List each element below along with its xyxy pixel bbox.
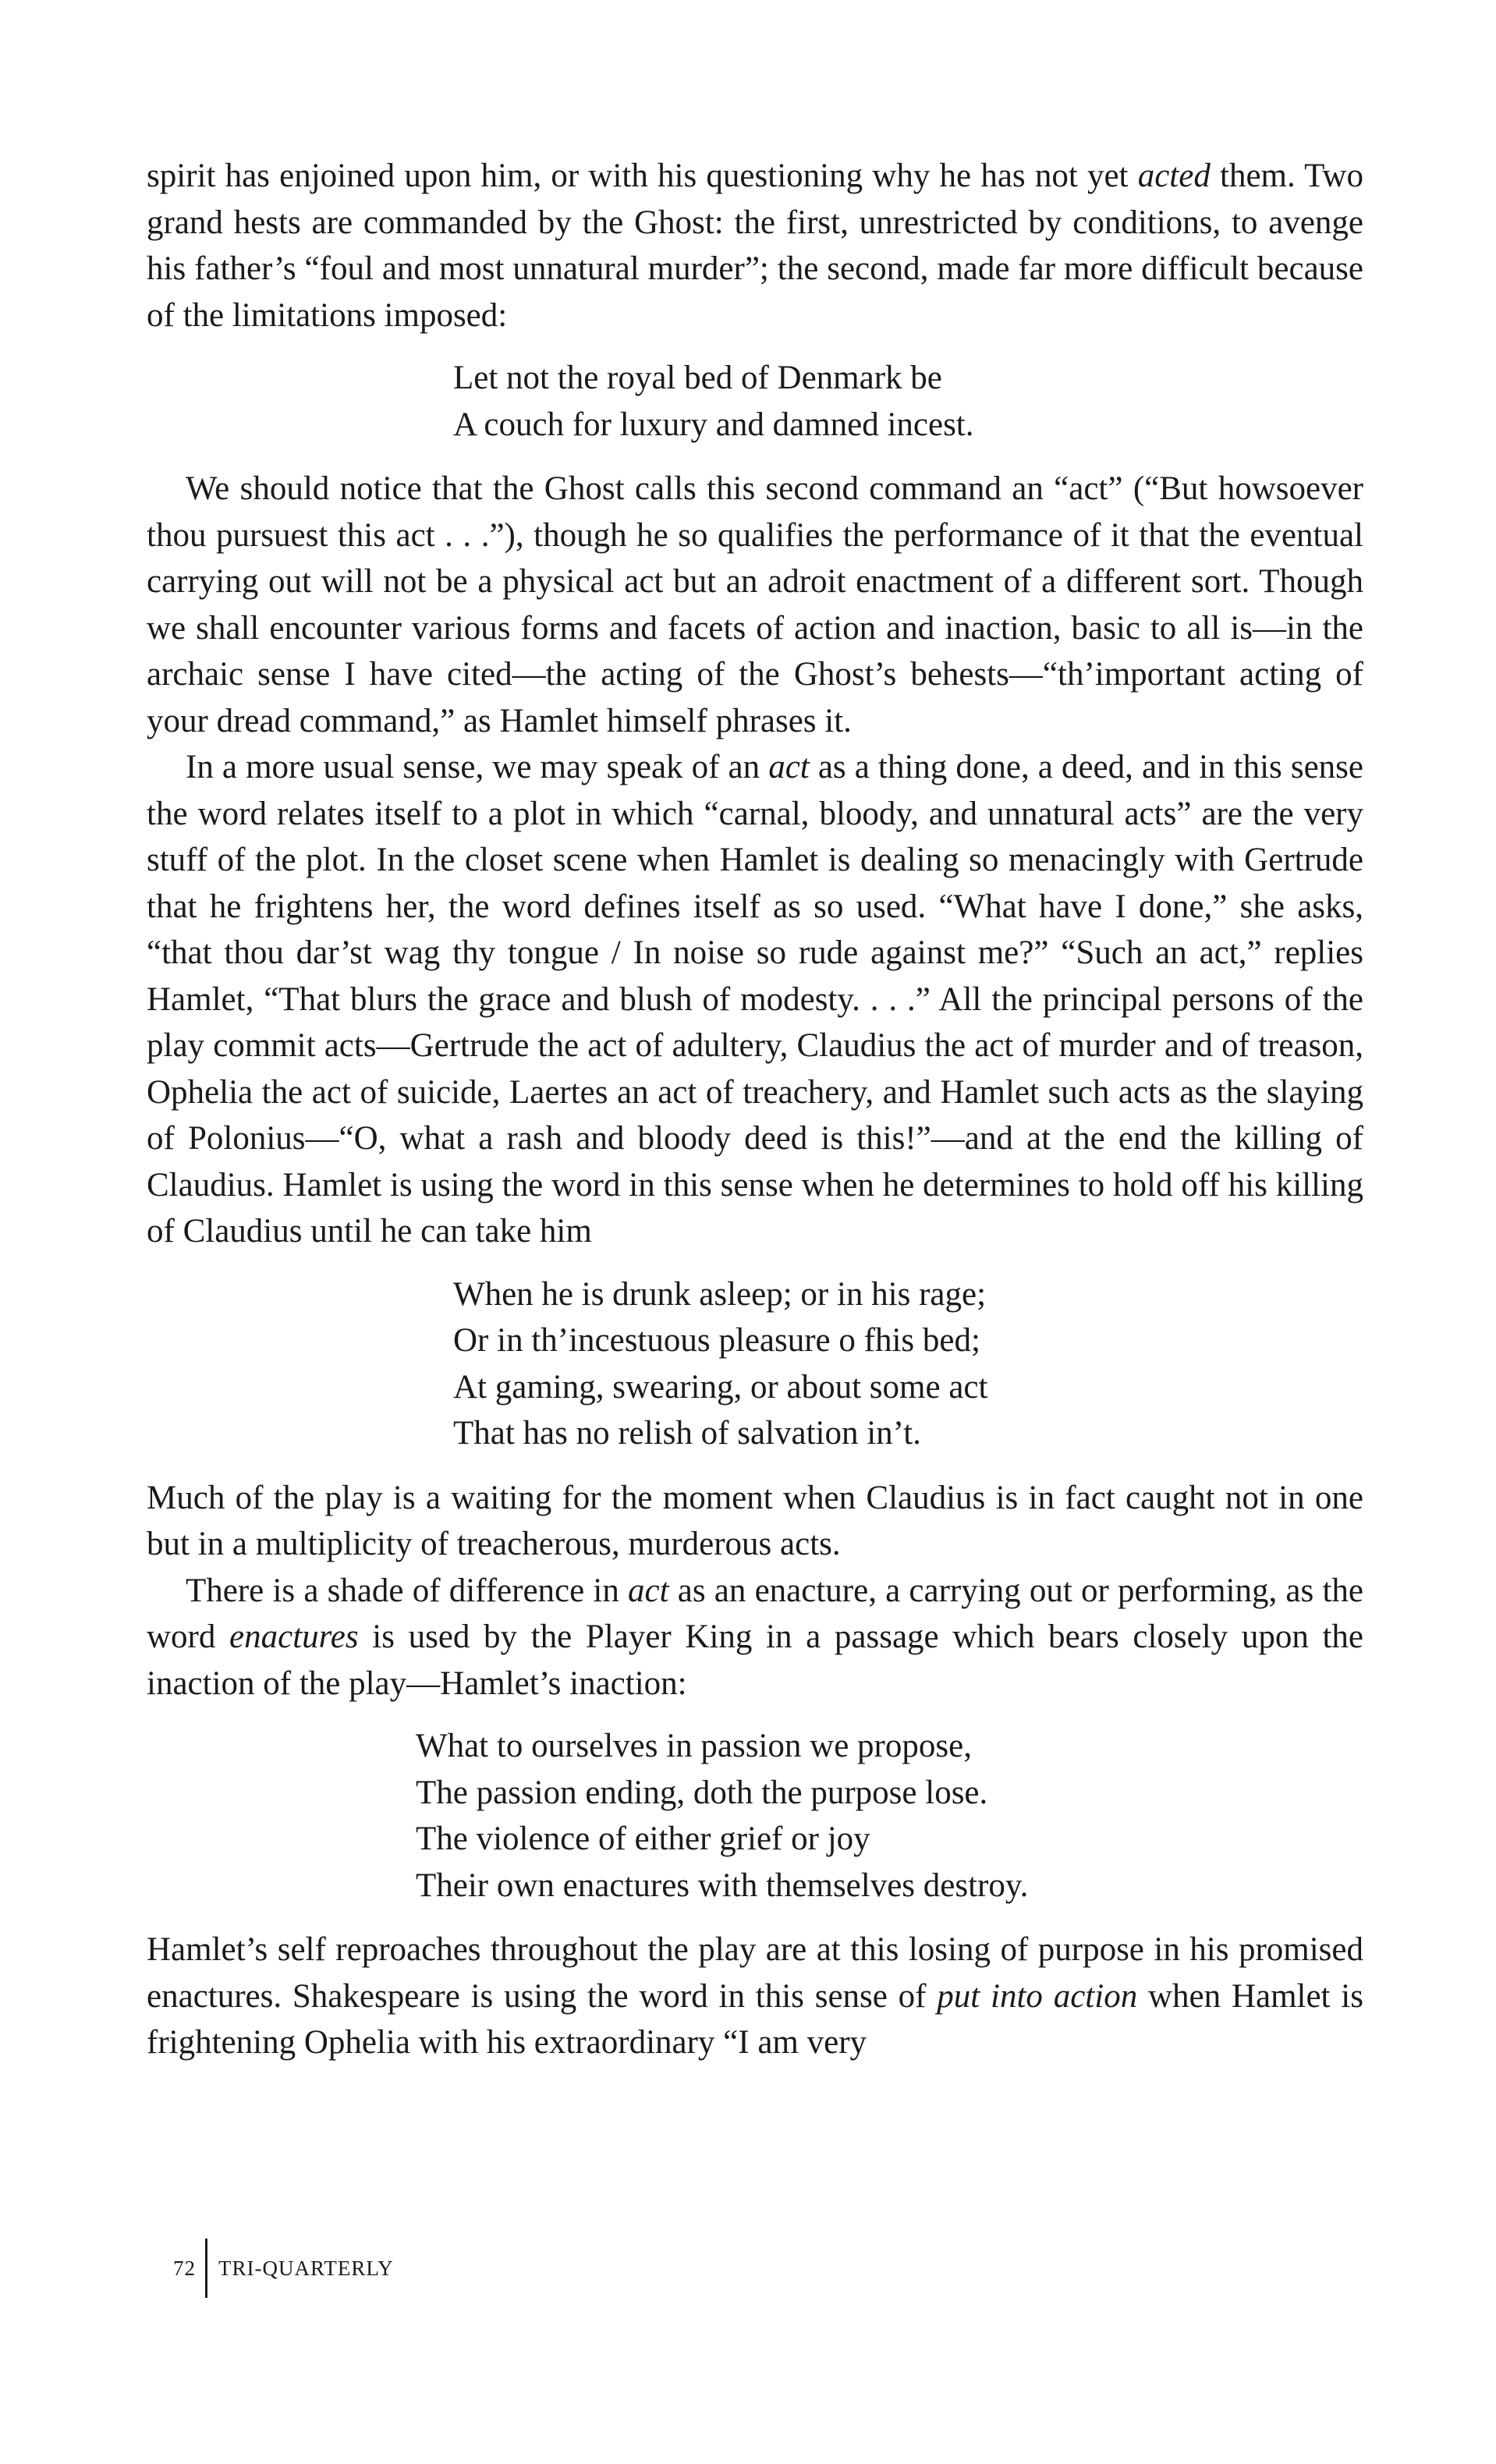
verse-line: What to ourselves in passion we propose, <box>416 1728 972 1764</box>
verse-line: When he is drunk asleep; or in his rage; <box>453 1275 987 1313</box>
paragraph-6 <box>147 1927 1363 2066</box>
verse-quote-3 <box>147 1723 1363 1909</box>
verse-line: A couch for luxury and damned incest. <box>453 406 974 443</box>
verse-line: Their own enactures with themselves destroy. <box>416 1867 1029 1904</box>
paragraph-3-italic: act <box>768 749 810 785</box>
paragraph-1-text-2: them. Two grand hests are commanded by the Ghost: the first, unrestricted by conditions, to avenge his father’s “foul and most unnatural murder”; the second, made far more difficult because of the limitations imposed: <box>147 158 1363 334</box>
verse-quote-2 <box>147 1271 1363 1457</box>
paragraph-1 <box>147 153 1363 339</box>
paragraph-3-text-2: as a thing done, a deed, and in this sense the word relates itself to a plot in which “carnal, bloody, and unnatural acts” are the very stuff of the plot. In the closet scene when Hamlet is dealing so menacingly with Gertrude that he frightens her, the word defines itself as so used. “What have I done,” she asks, “that thou dar’st wag thy tongue / In noise so rude against me?” “Such an act,” replies Hamlet, “That blurs the grace and blush of modesty. . . .” All the principal persons of the play commit acts—Gertrude the act of adultery, Claudius the act of murder and of treason, Ophelia the act of suicide, Laertes an act of treachery, and Hamlet such acts as the slaying of Polonius—“O, what a rash and bloody deed is this!”—and at the end the killing of Claudius. Hamlet is using the word in this sense when he determines to hold off his killing of Claudius until he can take him <box>147 749 1363 1250</box>
verse-line: The passion ending, doth the purpose lose. <box>416 1774 988 1811</box>
paragraph-5 <box>147 1568 1363 1707</box>
verse-line: The violence of either grief or joy <box>416 1821 870 1857</box>
paragraph-4: Much of the play is a waiting for the moment when Claudius is in fact caught not in one but in a multiplicity of treacherous, murderous acts. <box>147 1479 1363 1562</box>
page-number: 72 <box>173 2256 196 2280</box>
paragraph-3-text: In a more usual sense, we may speak of an <box>186 749 769 785</box>
paragraph-5-italic-2: enactures <box>229 1618 359 1655</box>
paragraph-5-text-2: as an enacture, a carrying out or performing, as the word <box>147 1572 1363 1655</box>
verse-line: Or in th’incestuous pleasure o fhis bed; <box>453 1322 980 1359</box>
paragraph-5-text: There is a shade of difference in <box>186 1572 629 1609</box>
paragraph-6-italic: put into action <box>937 1977 1138 2015</box>
paragraph-1-italic: acted <box>1137 158 1211 194</box>
paragraph-6-text-2: when Hamlet is frightening Ophelia with his extraordinary “I am very <box>147 1977 1363 2061</box>
journal-title: TRI-QUARTERLY <box>218 2256 394 2280</box>
paragraph-2: We should notice that the Ghost calls this second command an “act” (“But howsoever thou pursuest this act . . .”), though he so qualifies the performance of it that the eventual carrying out will not be a physical act but an adroit enactment of a different sort. Though we shall encounter various forms and facets of action and inaction, basic to all is—in the archaic sense I have cited—the acting of the Ghost’s behests—“th’important acting of your dread command,” as Hamlet himself phrases it. <box>147 470 1363 739</box>
verse-quote-1 <box>147 355 1363 448</box>
verse-line: At gaming, swearing, or about some act <box>453 1368 988 1406</box>
paragraph-6-text: Hamlet’s self reproaches throughout the play are at this losing of purpose in his promised enactures. Shakespeare is using the word in this sense of <box>147 1931 1363 2015</box>
paragraph-3 <box>147 744 1363 1255</box>
paragraph-1-text: spirit has enjoined upon him, or with his questioning why he has not yet <box>147 158 1138 194</box>
footer-divider <box>205 2239 207 2298</box>
paragraph-5-italic: act <box>628 1572 669 1609</box>
paragraph-5-text-3: is used by the Player King in a passage which bears closely upon the inaction of the play—Hamlet’s inaction: <box>147 1618 1364 1702</box>
verse-line: Let not the royal bed of Denmark be <box>453 360 942 396</box>
page-body <box>147 153 1363 2066</box>
verse-line: That has no relish of salvation in’t. <box>453 1415 921 1452</box>
page-footer <box>173 2239 394 2298</box>
